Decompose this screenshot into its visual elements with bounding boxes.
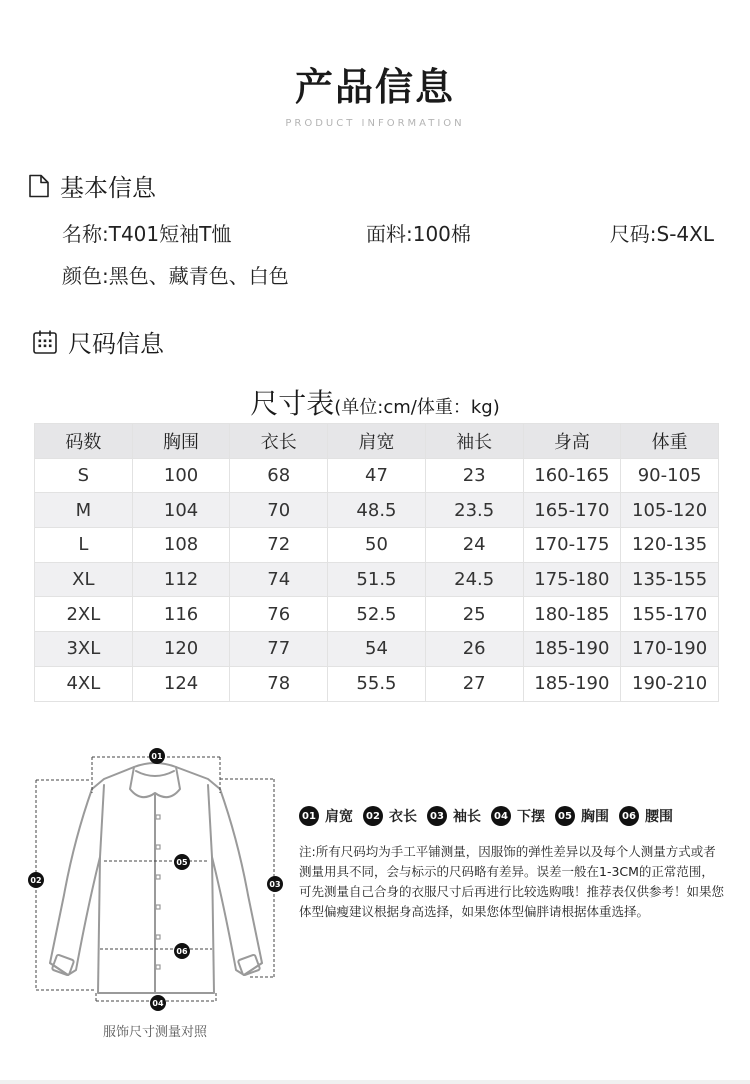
table-cell: 24 xyxy=(425,528,523,563)
table-header-cell: 身高 xyxy=(523,424,621,459)
table-cell: L xyxy=(35,528,133,563)
table-cell: 124 xyxy=(132,666,230,701)
table-cell: 170-190 xyxy=(621,632,719,667)
table-header-cell: 胸围 xyxy=(132,424,230,459)
table-cell: XL xyxy=(35,562,133,597)
table-header-cell: 体重 xyxy=(621,424,719,459)
table-cell: 90-105 xyxy=(621,458,719,493)
table-cell: 48.5 xyxy=(328,493,426,528)
table-cell: 54 xyxy=(328,632,426,667)
table-cell: 78 xyxy=(230,666,328,701)
table-cell: 77 xyxy=(230,632,328,667)
table-cell: 23.5 xyxy=(425,493,523,528)
svg-text:06: 06 xyxy=(176,947,188,956)
table-row xyxy=(35,597,719,632)
svg-text:02: 02 xyxy=(30,876,42,885)
table-cell: 135-155 xyxy=(621,562,719,597)
table-row xyxy=(35,632,719,667)
table-cell: 108 xyxy=(132,528,230,563)
legend-label: 胸围 xyxy=(581,809,609,825)
legend-item xyxy=(299,806,353,826)
legend-item xyxy=(491,806,545,826)
marker-04 xyxy=(150,995,166,1011)
marker-05 xyxy=(174,854,190,870)
table-cell: 185-190 xyxy=(523,666,621,701)
table-header-cell: 码数 xyxy=(35,424,133,459)
table-cell: 68 xyxy=(230,458,328,493)
svg-text:04: 04 xyxy=(152,999,164,1008)
legend-number: 05 xyxy=(555,806,575,826)
size-table xyxy=(34,423,719,702)
table-header-row xyxy=(35,424,719,459)
table-cell: 72 xyxy=(230,528,328,563)
page-title: 产品信息 xyxy=(294,65,455,109)
legend-label: 肩宽 xyxy=(325,809,353,825)
table-cell: 24.5 xyxy=(425,562,523,597)
legend-number: 06 xyxy=(619,806,639,826)
table-row xyxy=(35,458,719,493)
legend-number: 04 xyxy=(491,806,511,826)
marker-02 xyxy=(28,872,44,888)
table-cell: 160-165 xyxy=(523,458,621,493)
legend-label: 下摆 xyxy=(517,809,545,825)
legend-item xyxy=(619,806,673,826)
table-cell: 27 xyxy=(425,666,523,701)
info-name: 名称:T401短袖T恤 xyxy=(62,222,232,246)
size-info-heading-text: 尺码信息 xyxy=(68,330,164,358)
table-cell: M xyxy=(35,493,133,528)
table-cell: 120-135 xyxy=(621,528,719,563)
marker-06 xyxy=(174,943,190,959)
table-cell: 185-190 xyxy=(523,632,621,667)
table-cell: 180-185 xyxy=(523,597,621,632)
size-info-heading xyxy=(32,324,164,359)
table-row xyxy=(35,493,719,528)
table-header-cell: 衣长 xyxy=(230,424,328,459)
size-table-title-main: 尺寸表 xyxy=(250,387,335,420)
table-cell: 55.5 xyxy=(328,666,426,701)
legend-item xyxy=(427,806,481,826)
info-fabric: 面料:100棉 xyxy=(366,222,471,246)
bottom-divider xyxy=(0,1080,750,1084)
table-cell: 4XL xyxy=(35,666,133,701)
table-header-cell: 肩宽 xyxy=(328,424,426,459)
table-cell: 170-175 xyxy=(523,528,621,563)
info-size: 尺码:S-4XL xyxy=(609,222,714,246)
shirt-measurement-diagram xyxy=(24,745,294,1015)
table-row xyxy=(35,666,719,701)
table-row xyxy=(35,528,719,563)
table-cell: S xyxy=(35,458,133,493)
measurement-note: 注:所有尺码均为手工平铺测量，因服饰的弹性差异以及每个人测量方式或者测量用具不同，会与标示的尺码略有差异。误差一般在1-3CM的正常范围，可先测量自己合身的衣服尺寸后再进行比较选购哦！推荐表仅供参考！如果您体型偏瘦建议根据身高选择，如果您体型偏胖请根据体重选择。 xyxy=(299,844,725,919)
table-cell: 112 xyxy=(132,562,230,597)
diagram-caption: 服饰尺寸测量对照 xyxy=(102,1025,207,1040)
table-cell: 23 xyxy=(425,458,523,493)
legend-number: 01 xyxy=(299,806,319,826)
table-cell: 3XL xyxy=(35,632,133,667)
table-cell: 165-170 xyxy=(523,493,621,528)
calendar-icon xyxy=(32,329,58,355)
table-cell: 70 xyxy=(230,493,328,528)
table-row xyxy=(35,562,719,597)
table-cell: 2XL xyxy=(35,597,133,632)
document-icon xyxy=(28,174,50,198)
svg-text:03: 03 xyxy=(269,880,281,889)
table-cell: 47 xyxy=(328,458,426,493)
table-cell: 76 xyxy=(230,597,328,632)
table-cell: 175-180 xyxy=(523,562,621,597)
table-cell: 25 xyxy=(425,597,523,632)
svg-text:01: 01 xyxy=(151,752,163,761)
marker-01 xyxy=(149,748,165,764)
table-cell: 120 xyxy=(132,632,230,667)
legend-number: 03 xyxy=(427,806,447,826)
table-cell: 50 xyxy=(328,528,426,563)
table-cell: 52.5 xyxy=(328,597,426,632)
basic-info-heading xyxy=(28,168,156,203)
legend-item xyxy=(555,806,609,826)
basic-info-heading-text: 基本信息 xyxy=(60,174,156,202)
table-cell: 74 xyxy=(230,562,328,597)
legend-number: 02 xyxy=(363,806,383,826)
table-cell: 100 xyxy=(132,458,230,493)
legend-label: 袖长 xyxy=(453,809,481,825)
marker-03 xyxy=(267,876,283,892)
measurement-legend xyxy=(299,806,673,826)
table-cell: 155-170 xyxy=(621,597,719,632)
info-color: 颜色:黑色、藏青色、白色 xyxy=(62,264,289,288)
table-header-cell: 袖长 xyxy=(425,424,523,459)
size-table-title xyxy=(0,382,750,422)
page-subtitle: PRODUCT INFORMATION xyxy=(285,118,465,129)
table-cell: 190-210 xyxy=(621,666,719,701)
size-table-unit: (单位:cm/体重：kg) xyxy=(334,397,500,418)
legend-item xyxy=(363,806,417,826)
table-cell: 51.5 xyxy=(328,562,426,597)
legend-label: 腰围 xyxy=(645,809,673,825)
legend-label: 衣长 xyxy=(389,809,417,825)
table-body xyxy=(35,458,719,701)
table-cell: 116 xyxy=(132,597,230,632)
table-cell: 104 xyxy=(132,493,230,528)
table-cell: 105-120 xyxy=(621,493,719,528)
table-cell: 26 xyxy=(425,632,523,667)
svg-text:05: 05 xyxy=(176,858,188,867)
